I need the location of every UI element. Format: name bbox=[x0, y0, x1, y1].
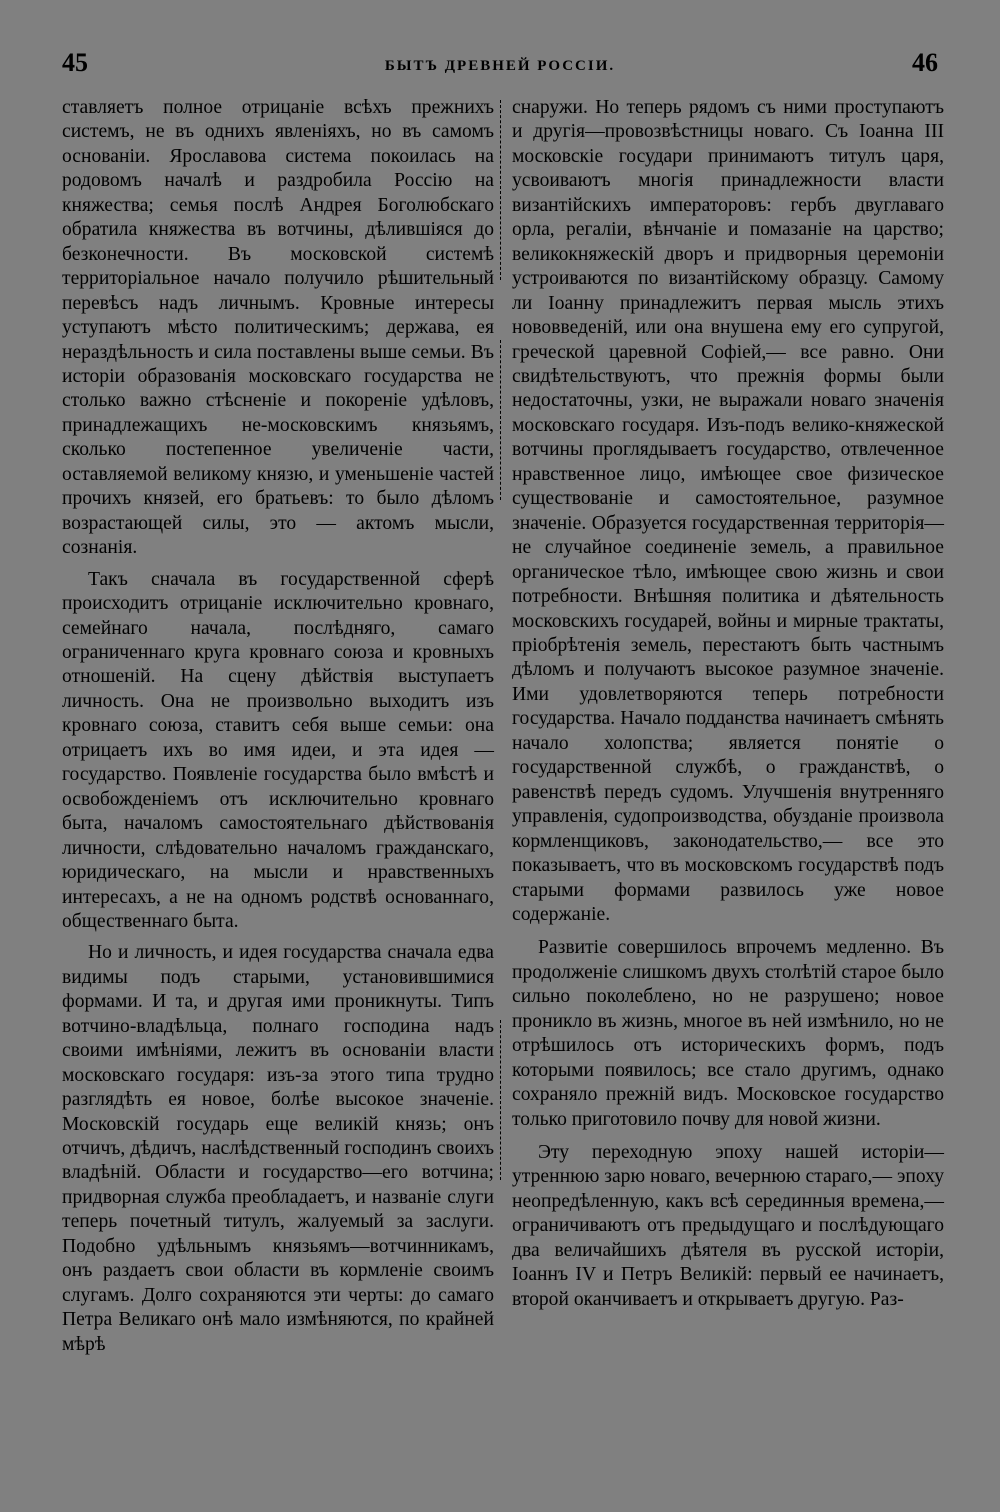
column-divider bbox=[500, 100, 501, 280]
page-number-left: 45 bbox=[62, 48, 88, 77]
paragraph: снаружи. Но теперь рядомъ съ ними проступаютъ и другія—провозвѣстницы новаго. Съ Іоанна III московскіе государи принимаютъ титулъ царя, усвоиваютъ многія принадлежности власти византійскихъ императоровъ: гербъ двуглаваго орла, регаліи, вѣнчаніе и помазаніе на царство; великокняжескій дворъ и придворныя церемоніи устроиваются по византійскому образцу. Самому ли Іоанну принадлежитъ первая мысль этихъ нововведеній, или она внушена ему его супругой, греческой царевной Софіей,— все равно. Они свидѣтельствуютъ, что прежнія формы были недостаточны, узки, не выражали новаго значенія московскаго государя. Изъ-подъ велико-княжеской вотчины проглядываетъ государство, отвлеченное нравственное лицо, имѣющее свое физическое существованіе и самостоятельное, разумное значеніе. Образуется государственная территорія—не случайное соединеніе земель, а правильное органическое тѣло, имѣющее свою жизнь и свои потребности. Внѣшняя политика и дѣятельность московскихъ государей, войны и мирные трактаты, пріобрѣтенія земель, перестаютъ быть частнымъ дѣломъ и получаютъ высокое разумное значеніе. Ими удовлетворяются теперь потребности государства. Начало подданства начинаетъ смѣнять начало холопства; является понятіе о государственной службѣ, о гражданствѣ, о равенствѣ передъ судомъ. Улучшенія внутренняго управленія, судопроизводства, обузданіе произвола кормленщиковъ, законодательство,— все это показываетъ, что въ московскомъ государствѣ подъ старыми формами развилось уже новое содержаніе. bbox=[512, 97, 944, 925]
paragraph: Развитіе совершилось впрочемъ медленно. Въ продолженіе слишкомъ двухъ столѣтій старое было сильно поколеблено, но не разрушено; новое проникло въ жизнь, многое въ ней измѣнило, но не отрѣшилось отъ историческихъ формъ, подъ которыми появилось; все стало другимъ, однако сохраняло прежній видъ. Московское государство только приготовило почву для новой жизни. bbox=[512, 937, 944, 1130]
page-header bbox=[0, 48, 1000, 88]
paragraph: Но и личность, и идея государства сначала едва видимы подъ старыми, установившимися формами. И та, и другая ими проникнуты. Типъ вотчино-владѣльца, полнаго господина надъ своими имѣніями, лежитъ въ основаніи власти московскаго государя: изъ-за этого типа трудно разглядѣть ея новое, болѣе высокое значеніе. Московскій государь еще великій князь; онъ отчичъ, дѣдичъ, наслѣдственный господинъ своихъ владѣній. Области и государство—его вотчина; придворная служба преобладаетъ, и названіе слуги теперь почетный титулъ, жалуемый за заслуги. Подобно удѣльнымъ князьямъ—вотчинникамъ, онъ раздаетъ свои области въ кормленіе своимъ слугамъ. Долго сохраняются эти черты: до самаго Петра Великаго онѣ мало измѣняются, по крайней мѣрѣ bbox=[62, 942, 494, 1355]
running-title: БЫТЪ ДРЕВНЕЙ РОССІИ. bbox=[384, 58, 616, 74]
column-divider bbox=[500, 340, 501, 500]
left-column bbox=[62, 96, 494, 1357]
page-number-right: 46 bbox=[912, 48, 938, 77]
paragraph: Эту переходную эпоху нашей исторіи— утреннюю зарю новаго, вечернюю стараго,— эпоху неопредѣленную, какъ всѣ серединныя времена,—ограничиваютъ отъ предыдущаго и послѣдующаго два величайшихъ дѣятеля въ русской исторіи, Іоаннъ IV и Петръ Великій: первый ее начинаетъ, второй оканчиваетъ и открываетъ другую. Раз- bbox=[512, 1142, 944, 1310]
column-divider bbox=[500, 1020, 501, 1180]
right-column bbox=[512, 96, 944, 1312]
paragraph: Такъ сначала въ государственной сферѣ происходитъ отрицаніе исключительно кровнаго, семейнаго начала, послѣдняго, самаго ограниченнаго круга кровнаго союза и кровныхъ отношеній. На сцену дѣйствія выступаетъ личность. Она не произвольно выходитъ изъ кровнаго союза, ставитъ себя выше семьи: она отрицаетъ ихъ во имя идеи, и эта идея — государство. Появленіе государства было вмѣстѣ и освобожденіемъ отъ исключительно кровнаго быта, началомъ самостоятельнаго дѣйствованія личности, слѣдовательно началомъ гражданскаго, юридическаго, на мысли и нравственныхъ интересахъ, а не на одномъ родствѣ основаннаго, общественнаго быта. bbox=[62, 568, 494, 932]
paragraph: ставляетъ полное отрицаніе всѣхъ прежнихъ системъ, не въ однихъ явленіяхъ, но въ самомъ основаніи. Ярославова система покоилась на родовомъ началѣ и раздробила Россію на княжества; семья послѣ Андрея Боголюбскаго обратила княжества въ вотчины, дѣлившіяся до безконечности. Въ московской системѣ территоріальное начало получило рѣшительный перевѣсъ надъ личнымъ. Кровные интересы уступаютъ мѣсто политическимъ; держава, ея нераздѣльность и сила поставлены выше семьи. Въ исторіи образованія московскаго государства не столько важно стѣсненіе и покореніе удѣловъ, принадлежащихъ не-московскимъ князьямъ, сколько постепенное увеличеніе части, оставляемой великому князю, и уменьшеніе частей прочихъ князей, его братьевъ: то было дѣломъ возрастающей силы, это — актомъ мысли, сознанія. bbox=[62, 97, 494, 559]
